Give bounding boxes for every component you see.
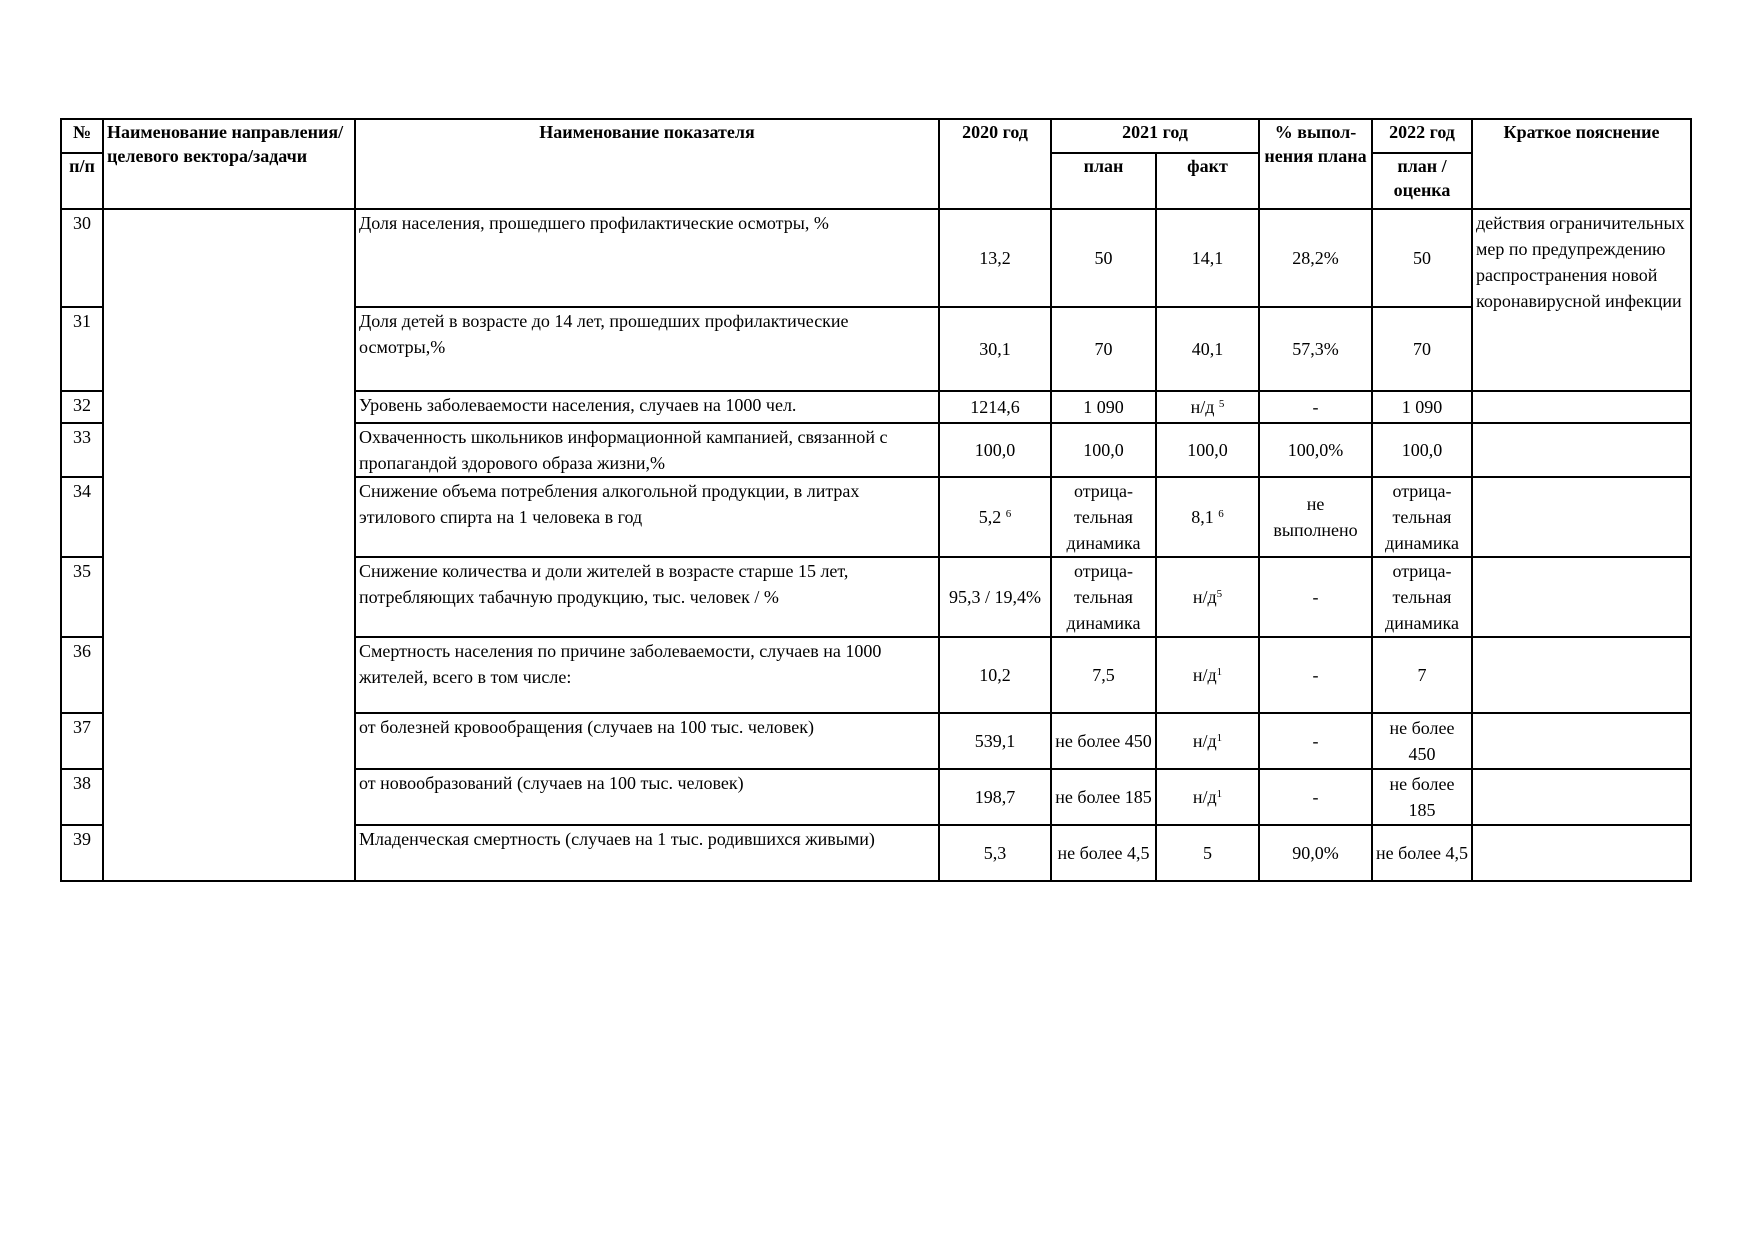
plan-2021: 100,0 [1051, 423, 1156, 477]
note-cell [1472, 713, 1691, 769]
plan-percent: - [1259, 769, 1372, 825]
note-cell: действия ограничительных мер по предупреждению распространения новой коронавирусной инфекции [1472, 209, 1691, 391]
header-2021: 2021 год [1051, 119, 1259, 153]
note-cell [1472, 391, 1691, 423]
header-indicator: Наименование показателя [355, 119, 939, 209]
value-2020: 95,3 / 19,4% [939, 557, 1051, 637]
row-number: 39 [61, 825, 103, 881]
plan-percent: 57,3% [1259, 307, 1372, 391]
row-number: 37 [61, 713, 103, 769]
header-direction: Наименование направления/целевого вектора/задачи [103, 119, 355, 209]
header-note: Краткое пояснение [1472, 119, 1691, 209]
table-row [61, 209, 1691, 307]
plan-2022: не более 185 [1372, 769, 1472, 825]
row-number: 31 [61, 307, 103, 391]
fact-2021: н/д $^5$ [1156, 391, 1259, 423]
fact-2021: 14,1 [1156, 209, 1259, 307]
indicator-name: Снижение объема потребления алкогольной продукции, в литрах этилового спирта на 1 человека в год [355, 477, 939, 557]
note-cell [1472, 423, 1691, 477]
note-cell [1472, 637, 1691, 713]
plan-percent: - [1259, 637, 1372, 713]
fact-2021: $н/д^1$ [1156, 637, 1259, 713]
value-2020: 539,1 [939, 713, 1051, 769]
note-cell [1472, 825, 1691, 881]
plan-2022: не более 450 [1372, 713, 1472, 769]
plan-percent: не выполнено [1259, 477, 1372, 557]
value-2020: 5,3 [939, 825, 1051, 881]
value-2020: 198,7 [939, 769, 1051, 825]
note-cell [1472, 557, 1691, 637]
indicator-name: от новообразований (случаев на 100 тыс. человек) [355, 769, 939, 825]
plan-2022: отрица-тельная динамика [1372, 477, 1472, 557]
indicator-name: Смертность населения по причине заболеваемости, случаев на 1000 жителей, всего в том числе: [355, 637, 939, 713]
value-2020: 100,0 [939, 423, 1051, 477]
row-number: 35 [61, 557, 103, 637]
indicators-table [60, 118, 1692, 882]
header-percent: % выпол-нения плана [1259, 119, 1372, 209]
value-2020: 10,2 [939, 637, 1051, 713]
plan-2021: не более 450 [1051, 713, 1156, 769]
row-number: 30 [61, 209, 103, 307]
plan-2022: не более 4,5 [1372, 825, 1472, 881]
note-cell [1472, 769, 1691, 825]
row-number: 38 [61, 769, 103, 825]
plan-2022: отрица-тельная динамика [1372, 557, 1472, 637]
value-2020: 30,1 [939, 307, 1051, 391]
plan-percent: - [1259, 557, 1372, 637]
plan-2021: не более 185 [1051, 769, 1156, 825]
value-2020: 1214,6 [939, 391, 1051, 423]
value-2020: 13,2 [939, 209, 1051, 307]
plan-percent: 90,0% [1259, 825, 1372, 881]
note-cell [1472, 477, 1691, 557]
plan-2021: отрица-тельная динамика [1051, 477, 1156, 557]
value-2020: 5,2 $^6$ [939, 477, 1051, 557]
row-number: 34 [61, 477, 103, 557]
plan-2021: 1 090 [1051, 391, 1156, 423]
indicator-name: Доля детей в возрасте до 14 лет, прошедших профилактические осмотры,% [355, 307, 939, 391]
plan-percent: 28,2% [1259, 209, 1372, 307]
fact-2021: 100,0 [1156, 423, 1259, 477]
plan-2021: 50 [1051, 209, 1156, 307]
header-fact: факт [1156, 153, 1259, 209]
plan-2021: 7,5 [1051, 637, 1156, 713]
plan-2022: 100,0 [1372, 423, 1472, 477]
plan-2021: отрица-тельная динамика [1051, 557, 1156, 637]
direction-cell [103, 209, 355, 881]
fact-2021: 8,1 $^6$ [1156, 477, 1259, 557]
plan-2022: 50 [1372, 209, 1472, 307]
row-number: 36 [61, 637, 103, 713]
plan-percent: - [1259, 391, 1372, 423]
fact-2021: 40,1 [1156, 307, 1259, 391]
header-no: № [61, 119, 103, 153]
indicator-name: от болезней кровообращения (случаев на 100 тыс. человек) [355, 713, 939, 769]
indicator-name: Снижение количества и доли жителей в возрасте старше 15 лет, потребляющих табачную продукцию, тыс. человек / % [355, 557, 939, 637]
indicator-name: Уровень заболеваемости населения, случаев на 1000 чел. [355, 391, 939, 423]
indicator-name: Доля населения, прошедшего профилактические осмотры, % [355, 209, 939, 307]
header-plan-estimate: план / оценка [1372, 153, 1472, 209]
fact-2021: 5 [1156, 825, 1259, 881]
header-2022: 2022 год [1372, 119, 1472, 153]
row-number: 33 [61, 423, 103, 477]
indicator-name: Младенческая смертность (случаев на 1 тыс. родившихся живыми) [355, 825, 939, 881]
plan-percent: - [1259, 713, 1372, 769]
header-plan: план [1051, 153, 1156, 209]
plan-2022: 70 [1372, 307, 1472, 391]
plan-2021: не более 4,5 [1051, 825, 1156, 881]
row-number: 32 [61, 391, 103, 423]
fact-2021: $н/д^5$ [1156, 557, 1259, 637]
plan-2022: 1 090 [1372, 391, 1472, 423]
header-2020: 2020 год [939, 119, 1051, 209]
plan-percent: 100,0% [1259, 423, 1372, 477]
fact-2021: $н/д^1$ [1156, 769, 1259, 825]
indicator-name: Охваченность школьников информационной кампанией, связанной с пропагандой здорового образа жизни,% [355, 423, 939, 477]
plan-2022: 7 [1372, 637, 1472, 713]
header-pp: п/п [61, 153, 103, 209]
fact-2021: $н/д^1$ [1156, 713, 1259, 769]
plan-2021: 70 [1051, 307, 1156, 391]
